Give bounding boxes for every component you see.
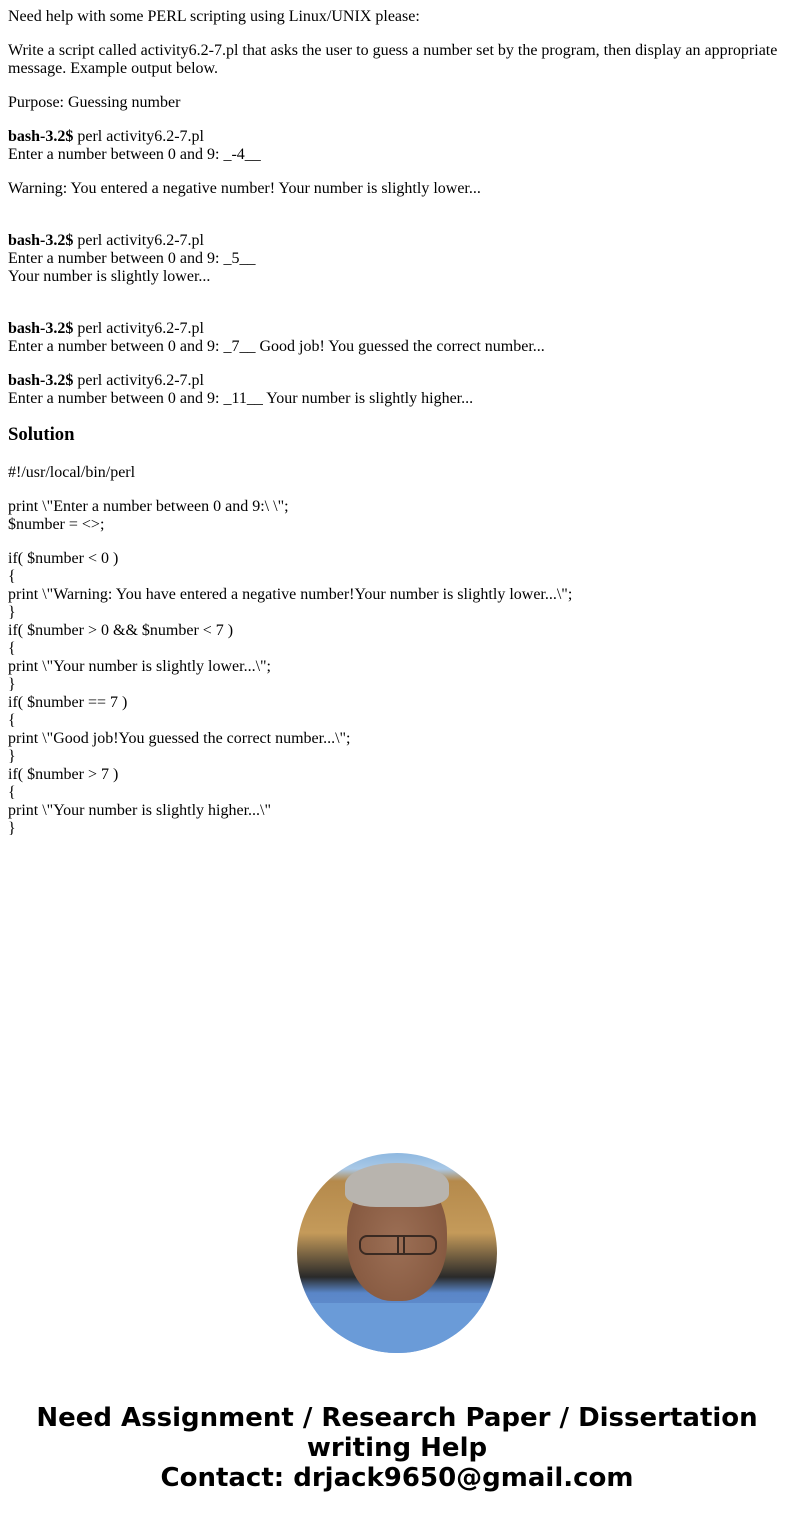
code-shebang: #!/usr/local/bin/perl (8, 464, 136, 481)
example-1 (8, 128, 786, 164)
example-1-output: Warning: You entered a negative number! Your number is slightly lower... (8, 180, 481, 197)
question-purpose: Purpose: Guessing number (8, 94, 181, 111)
example-2 (8, 232, 786, 286)
shell-prompt: bash-3.2$ (8, 232, 74, 249)
author-avatar (297, 1153, 497, 1353)
code-block-input (8, 498, 786, 534)
code-line: { (8, 568, 16, 585)
avatar-hair (345, 1163, 449, 1207)
code-line: print \"Warning: You have entered a negative number!Your number is slightly lower...\"; (8, 586, 573, 603)
code-line: if( $number == 7 ) (8, 694, 128, 711)
input-line: Enter a number between 0 and 9: _5__ (8, 250, 256, 267)
example-3 (8, 320, 786, 356)
code-line: { (8, 784, 16, 801)
code-line: { (8, 712, 16, 729)
command: perl activity6.2-7.pl (73, 372, 204, 389)
shell-prompt: bash-3.2$ (8, 372, 74, 389)
contact-banner (0, 1403, 794, 1493)
banner-line-1: Need Assignment / Research Paper / Dissertation (36, 1403, 758, 1433)
code-line: { (8, 640, 16, 657)
code-block-conditions (8, 550, 786, 838)
avatar-glasses (359, 1235, 437, 1255)
code-line: } (8, 748, 16, 765)
shell-prompt: bash-3.2$ (8, 320, 74, 337)
banner-line-2: writing Help (306, 1433, 488, 1463)
code-line: if( $number > 7 ) (8, 766, 119, 783)
code-line: print \"Your number is slightly higher...\" (8, 802, 271, 819)
solution-heading: Solution (8, 424, 75, 445)
code-line: } (8, 820, 16, 837)
command: perl activity6.2-7.pl (73, 232, 204, 249)
code-line: print \"Good job!You guessed the correct number...\"; (8, 730, 351, 747)
question-intro: Need help with some PERL scripting using Linux/UNIX please: (8, 8, 420, 25)
avatar-shirt (297, 1303, 497, 1353)
input-line: Enter a number between 0 and 9: _11__ Your number is slightly higher... (8, 390, 474, 407)
shell-prompt: bash-3.2$ (8, 128, 74, 145)
document-body (8, 8, 786, 854)
input-line: Enter a number between 0 and 9: _-4__ (8, 146, 261, 163)
code-line: if( $number > 0 && $number < 7 ) (8, 622, 234, 639)
question-description: Write a script called activity6.2-7.pl that asks the user to guess a number set by the program, then display an appropriate message. Example output below. (8, 42, 778, 77)
code-line: $number = <>; (8, 516, 105, 533)
code-line: } (8, 604, 16, 621)
code-line: print \"Enter a number between 0 and 9:\ \"; (8, 498, 289, 515)
banner-contact: Contact: drjack9650@gmail.com (160, 1463, 634, 1493)
code-line: } (8, 676, 16, 693)
command: perl activity6.2-7.pl (73, 128, 204, 145)
code-line: print \"Your number is slightly lower...\"; (8, 658, 271, 675)
code-line: if( $number < 0 ) (8, 550, 119, 567)
input-line: Enter a number between 0 and 9: _7__ Good job! You guessed the correct number... (8, 338, 545, 355)
example-4 (8, 372, 786, 408)
command: perl activity6.2-7.pl (73, 320, 204, 337)
example-2-output: Your number is slightly lower... (8, 268, 211, 285)
